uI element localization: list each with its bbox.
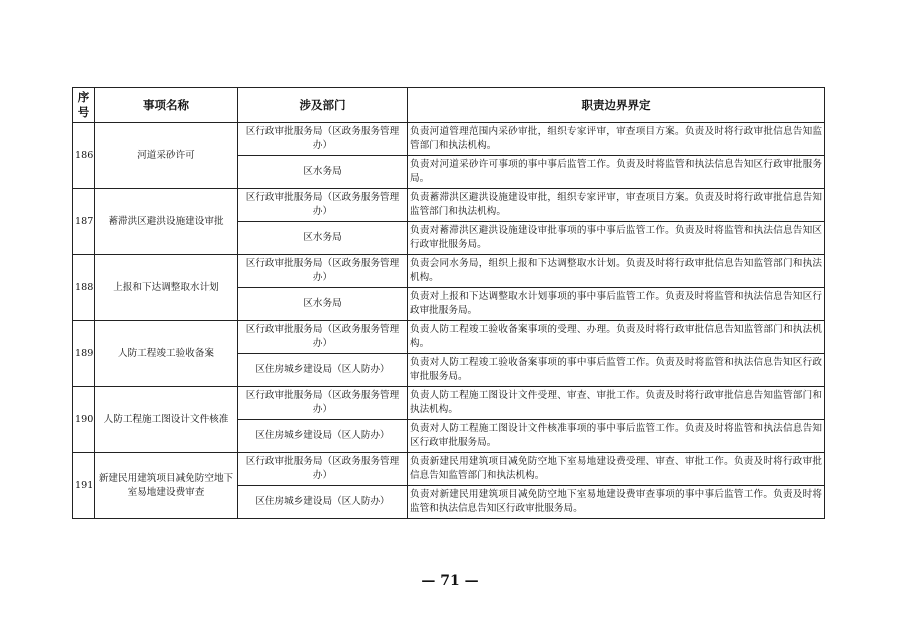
department-cell: 区行政审批服务局（区政务服务管理办）: [238, 453, 408, 486]
item-name: 河道采砂许可: [95, 123, 238, 189]
table-row: [73, 453, 825, 486]
duty-description-cell: 负责河道管理范围内采砂审批，组织专家评审，审查项目方案。负责及时将行政审批信息告知监管部门和执法机构。: [408, 123, 825, 156]
item-number: 187: [73, 189, 95, 255]
header-row: [73, 88, 825, 123]
duty-description-cell: 负责人防工程竣工验收备案事项的受理、办理。负责及时将行政审批信息告知监管部门和执法机构。: [408, 321, 825, 354]
item-name: 人防工程施工图设计文件核准: [95, 387, 238, 453]
duty-description-cell: 负责对蓄滞洪区避洪设施建设审批事项的事中事后监管工作。负责及时将监管和执法信息告知区行政审批服务局。: [408, 222, 825, 255]
item-number: 191: [73, 453, 95, 519]
item-number: 190: [73, 387, 95, 453]
duty-description-cell: 负责蓄滞洪区避洪设施建设审批，组织专家评审，审查项目方案。负责及时将行政审批信息告知监管部门和执法机构。: [408, 189, 825, 222]
item-number: 188: [73, 255, 95, 321]
item-number: 186: [73, 123, 95, 189]
department-cell: 区水务局: [238, 222, 408, 255]
page-number: — 71 —: [421, 573, 479, 589]
department-cell: 区住房城乡建设局（区人防办）: [238, 486, 408, 519]
table-row: [73, 321, 825, 354]
item-name: 上报和下达调整取水计划: [95, 255, 238, 321]
duty-description-cell: 负责新建民用建筑项目减免防空地下室易地建设费受理、审查、审批工作。负责及时将行政审批信息告知监管部门和执法机构。: [408, 453, 825, 486]
header-duty: 职责边界界定: [408, 88, 825, 123]
header-name: 事项名称: [95, 88, 238, 123]
table-row: [73, 255, 825, 288]
department-cell: 区行政审批服务局（区政务服务管理办）: [238, 189, 408, 222]
department-cell: 区住房城乡建设局（区人防办）: [238, 420, 408, 453]
duty-description-cell: 负责对河道采砂许可事项的事中事后监管工作。负责及时将监管和执法信息告知区行政审批服务局。: [408, 156, 825, 189]
duty-description-cell: 负责对新建民用建筑项目减免防空地下室易地建设费审查事项的事中事后监管工作。负责及时将监管和执法信息告知区行政审批服务局。: [408, 486, 825, 519]
department-cell: 区水务局: [238, 288, 408, 321]
table-row: [73, 123, 825, 156]
item-name: 蓄滞洪区避洪设施建设审批: [95, 189, 238, 255]
table-row: [73, 387, 825, 420]
duty-description-cell: 负责对人防工程竣工验收备案事项的事中事后监管工作。负责及时将监管和执法信息告知区行政审批服务局。: [408, 354, 825, 387]
duty-boundary-table: [72, 87, 825, 519]
duty-description-cell: 负责对上报和下达调整取水计划事项的事中事后监管工作。负责及时将监管和执法信息告知区行政审批服务局。: [408, 288, 825, 321]
item-name: 新建民用建筑项目减免防空地下室易地建设费审查: [95, 453, 238, 519]
department-cell: 区行政审批服务局（区政务服务管理办）: [238, 321, 408, 354]
duty-description-cell: 负责会同水务局，组织上报和下达调整取水计划。负责及时将行政审批信息告知监管部门和执法机构。: [408, 255, 825, 288]
department-cell: 区行政审批服务局（区政务服务管理办）: [238, 387, 408, 420]
table-body: [73, 123, 825, 519]
duty-description-cell: 负责人防工程施工图设计文件受理、审查、审批工作。负责及时将行政审批信息告知监管部门和执法机构。: [408, 387, 825, 420]
duty-description-cell: 负责对人防工程施工图设计文件核准事项的事中事后监管工作。负责及时将监管和执法信息告知区行政审批服务局。: [408, 420, 825, 453]
department-cell: 区行政审批服务局（区政务服务管理办）: [238, 123, 408, 156]
department-cell: 区水务局: [238, 156, 408, 189]
department-cell: 区住房城乡建设局（区人防办）: [238, 354, 408, 387]
header-dept: 涉及部门: [238, 88, 408, 123]
item-number: 189: [73, 321, 95, 387]
table-row: [73, 189, 825, 222]
header-no: 序号: [73, 88, 95, 123]
department-cell: 区行政审批服务局（区政务服务管理办）: [238, 255, 408, 288]
item-name: 人防工程竣工验收备案: [95, 321, 238, 387]
